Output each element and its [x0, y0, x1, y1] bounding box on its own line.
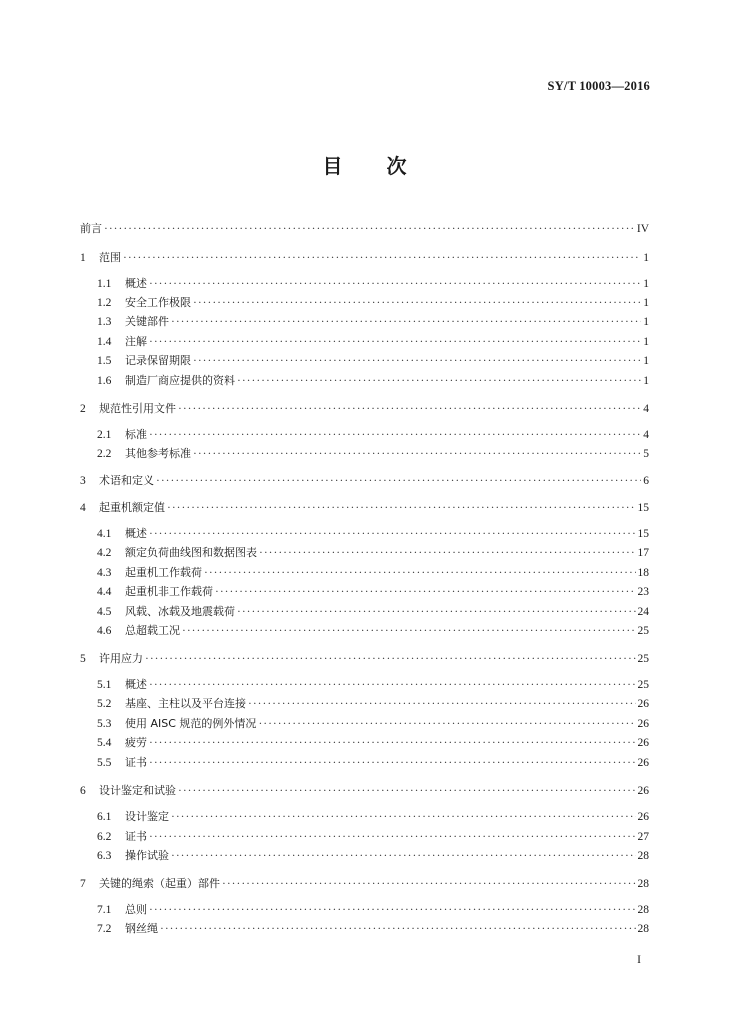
toc-leader-dots	[149, 525, 636, 543]
toc-entry-page: 28	[637, 923, 649, 935]
toc-leader-dots	[171, 313, 641, 331]
toc-leader-dots	[167, 499, 636, 517]
toc-entry-title: 钢丝绳	[125, 922, 158, 935]
toc-entry-page: 26	[637, 718, 649, 730]
toc-entry-title: 许用应力	[99, 652, 143, 665]
toc-entry-title: 风载、冰载及地震载荷	[125, 605, 235, 618]
toc-subsection-entry[interactable]	[97, 715, 649, 733]
toc-entry-number: 1.3	[97, 316, 112, 328]
toc-entry-title: 设计鉴定和试验	[99, 784, 176, 797]
toc-entry-number: 6.2	[97, 831, 112, 843]
toc-entry-title: 总超载工况	[125, 624, 180, 637]
toc-entry-title: 安全工作极限	[125, 296, 191, 309]
toc-chapter-entry[interactable]	[80, 782, 649, 800]
toc-title-char: 目	[322, 154, 343, 178]
toc-subsection-entry[interactable]	[97, 603, 649, 621]
toc-subsection-entry[interactable]	[97, 426, 649, 444]
toc-entry-page: 6	[643, 475, 649, 487]
toc-entry-number: 1	[80, 252, 86, 264]
toc-chapter-entry[interactable]	[80, 499, 649, 517]
toc-entry-page: 1	[643, 375, 649, 387]
toc-entry-title: 基座、主柱以及平台连接	[125, 697, 246, 710]
toc-entry-page: 25	[637, 625, 649, 637]
toc-entry-page: 18	[637, 567, 649, 579]
toc-entry-page: 1	[643, 297, 649, 309]
toc-leader-dots	[149, 426, 641, 444]
toc-subsection-entry[interactable]	[97, 525, 649, 543]
toc-chapter-entry[interactable]	[80, 875, 649, 893]
toc-entry-title: 术语和定义	[99, 474, 154, 487]
toc-entry-page: 26	[637, 737, 649, 749]
toc-entry-page: 1	[643, 316, 649, 328]
toc-entry-page: 5	[643, 448, 649, 460]
toc-entry-page: 1	[643, 355, 649, 367]
toc-entry-title: 操作试验	[125, 849, 169, 862]
toc-entry-number: 4.5	[97, 606, 112, 618]
toc-leader-dots	[178, 782, 636, 800]
toc-subsection-entry[interactable]	[97, 734, 649, 752]
toc-leader-dots	[259, 544, 636, 562]
toc-leader-dots	[160, 920, 636, 938]
toc-entry-page: 23	[637, 586, 649, 598]
toc-entry-number: 2	[80, 403, 86, 415]
toc-entry-number: 2.2	[97, 448, 112, 460]
toc-leader-dots	[171, 808, 636, 826]
toc-leader-dots	[149, 901, 636, 919]
toc-entry-number: 1.1	[97, 278, 112, 290]
page-number: I	[637, 954, 641, 966]
toc-entry-title: 关键部件	[125, 315, 169, 328]
toc-leader-dots	[145, 650, 636, 668]
toc-entry-number: 5	[80, 653, 86, 665]
toc-entry-number: 6	[80, 785, 86, 797]
toc-leader-dots	[178, 400, 641, 418]
toc-entry-title: 注解	[125, 335, 147, 348]
toc-entry-title: 使用 AISC 规范的例外情况	[125, 717, 257, 730]
toc-entry-number: 7.1	[97, 904, 112, 916]
toc-entry-number: 4.1	[97, 528, 112, 540]
toc-entry-number: 1.4	[97, 336, 112, 348]
toc-entry-page: 1	[643, 252, 649, 264]
toc-entry-page: 15	[637, 528, 649, 540]
toc-entry-page: 4	[643, 403, 649, 415]
toc-entry-page: 28	[637, 904, 649, 916]
toc-subsection-entry[interactable]	[97, 445, 649, 463]
toc-entry-page: 15	[637, 502, 649, 514]
toc-subsection-entry[interactable]	[97, 275, 649, 293]
toc-entry-page: 28	[637, 850, 649, 862]
toc-subsection-entry[interactable]	[97, 828, 649, 846]
toc-subsection-entry[interactable]	[97, 754, 649, 772]
toc-entry-page: 26	[637, 757, 649, 769]
toc-entry-title: 概述	[125, 527, 147, 540]
toc-subsection-entry[interactable]	[97, 313, 649, 331]
toc-title	[0, 150, 729, 179]
toc-entry-page: 28	[637, 878, 649, 890]
toc-entry-number: 5.2	[97, 698, 112, 710]
toc-chapter-entry[interactable]	[80, 472, 649, 490]
toc-subsection-entry[interactable]	[97, 676, 649, 694]
toc-chapter-entry[interactable]	[80, 220, 649, 238]
toc-entry-number: 2.1	[97, 429, 112, 441]
toc-leader-dots	[171, 847, 636, 865]
toc-entry-title: 记录保留期限	[125, 354, 191, 367]
toc-entry-page: 25	[637, 679, 649, 691]
toc-entry-page: IV	[636, 223, 649, 235]
toc-subsection-entry[interactable]	[97, 695, 649, 713]
toc-subsection-entry[interactable]	[97, 564, 649, 582]
toc-entry-number: 6.1	[97, 811, 112, 823]
toc-entry-title: 标准	[125, 428, 147, 441]
toc-entry-title: 总则	[125, 903, 147, 916]
toc-entry-title: 起重机工作载荷	[125, 566, 202, 579]
toc-subsection-entry[interactable]	[97, 920, 649, 938]
toc-entry-title: 规范性引用文件	[99, 402, 176, 415]
toc-entry-title: 疲劳	[125, 736, 147, 749]
toc-entry-page: 17	[637, 547, 649, 559]
toc-entry-title: 起重机非工作载荷	[125, 585, 213, 598]
toc-entry-page: 25	[637, 653, 649, 665]
toc-chapter-entry[interactable]	[80, 650, 649, 668]
toc-entry-number: 5.4	[97, 737, 112, 749]
toc-entry-title: 额定负荷曲线图和数据图表	[125, 546, 257, 559]
toc-leader-dots	[123, 249, 641, 267]
toc-entry-number: 6.3	[97, 850, 112, 862]
toc-leader-dots	[156, 472, 641, 490]
toc-subsection-entry[interactable]	[97, 352, 649, 370]
toc-entry-number: 7.2	[97, 923, 112, 935]
toc-entry-number: 7	[80, 878, 86, 890]
toc-subsection-entry[interactable]	[97, 622, 649, 640]
toc-entry-number: 5.5	[97, 757, 112, 769]
toc-entry-page: 26	[637, 785, 649, 797]
toc-entry-title: 设计鉴定	[125, 810, 169, 823]
toc-subsection-entry[interactable]	[97, 544, 649, 562]
toc-entry-page: 26	[637, 811, 649, 823]
toc-subsection-entry[interactable]	[97, 901, 649, 919]
toc-subsection-entry[interactable]	[97, 808, 649, 826]
toc-leader-dots	[149, 333, 641, 351]
toc-entry-title: 制造厂商应提供的资料	[125, 374, 235, 387]
toc-leader-dots	[237, 372, 641, 390]
toc-leader-dots	[149, 275, 641, 293]
toc-entry-page: 24	[637, 606, 649, 618]
toc-leader-dots	[104, 220, 635, 238]
toc-subsection-entry[interactable]	[97, 333, 649, 351]
toc-subsection-entry[interactable]	[97, 583, 649, 601]
toc-entry-title: 证书	[125, 756, 147, 769]
toc-entry-title: 其他参考标准	[125, 447, 191, 460]
toc-leader-dots	[193, 445, 641, 463]
toc-entry-title: 起重机额定值	[99, 501, 165, 514]
toc-entry-page: 27	[637, 831, 649, 843]
toc-leader-dots	[193, 294, 641, 312]
toc-leader-dots	[204, 564, 636, 582]
toc-entry-number: 1.5	[97, 355, 112, 367]
toc-entry-number: 4.3	[97, 567, 112, 579]
toc-leader-dots	[258, 715, 635, 733]
standard-code: SY/T 10003—2016	[547, 79, 650, 93]
toc-chapter-entry[interactable]	[80, 400, 649, 418]
toc-entry-title: 前言	[80, 222, 102, 235]
toc-subsection-entry[interactable]	[97, 372, 649, 390]
toc-entry-title: 概述	[125, 678, 147, 691]
toc-entry-number: 4.6	[97, 625, 112, 637]
toc-entry-number: 4.4	[97, 586, 112, 598]
toc-title-char: 次	[386, 154, 407, 178]
toc-entry-number: 3	[80, 475, 86, 487]
toc-entry-number: 5.3	[97, 718, 112, 730]
toc-entry-title: 证书	[125, 830, 147, 843]
toc-leader-dots	[248, 695, 636, 713]
toc-entry-page: 4	[643, 429, 649, 441]
toc-leader-dots	[193, 352, 641, 370]
toc-entry-title: 关键的绳索（起重）部件	[99, 877, 220, 890]
toc-leader-dots	[149, 734, 636, 752]
toc-leader-dots	[237, 603, 636, 621]
toc-entry-number: 1.6	[97, 375, 112, 387]
toc-entry-page: 1	[643, 278, 649, 290]
toc-entry-page: 26	[637, 698, 649, 710]
toc-entry-number: 1.2	[97, 297, 112, 309]
toc-leader-dots	[149, 828, 636, 846]
toc-entry-title: 范围	[99, 251, 121, 264]
toc-entry-number: 4	[80, 502, 86, 514]
toc-leader-dots	[182, 622, 636, 640]
toc-subsection-entry[interactable]	[97, 847, 649, 865]
toc-entry-number: 5.1	[97, 679, 112, 691]
toc-leader-dots	[215, 583, 636, 601]
toc-leader-dots	[222, 875, 636, 893]
toc-leader-dots	[149, 754, 636, 772]
toc-subsection-entry[interactable]	[97, 294, 649, 312]
toc-entry-number: 4.2	[97, 547, 112, 559]
toc-entry-page: 1	[643, 336, 649, 348]
toc-entry-title: 概述	[125, 277, 147, 290]
toc-chapter-entry[interactable]	[80, 249, 649, 267]
toc-leader-dots	[149, 676, 636, 694]
